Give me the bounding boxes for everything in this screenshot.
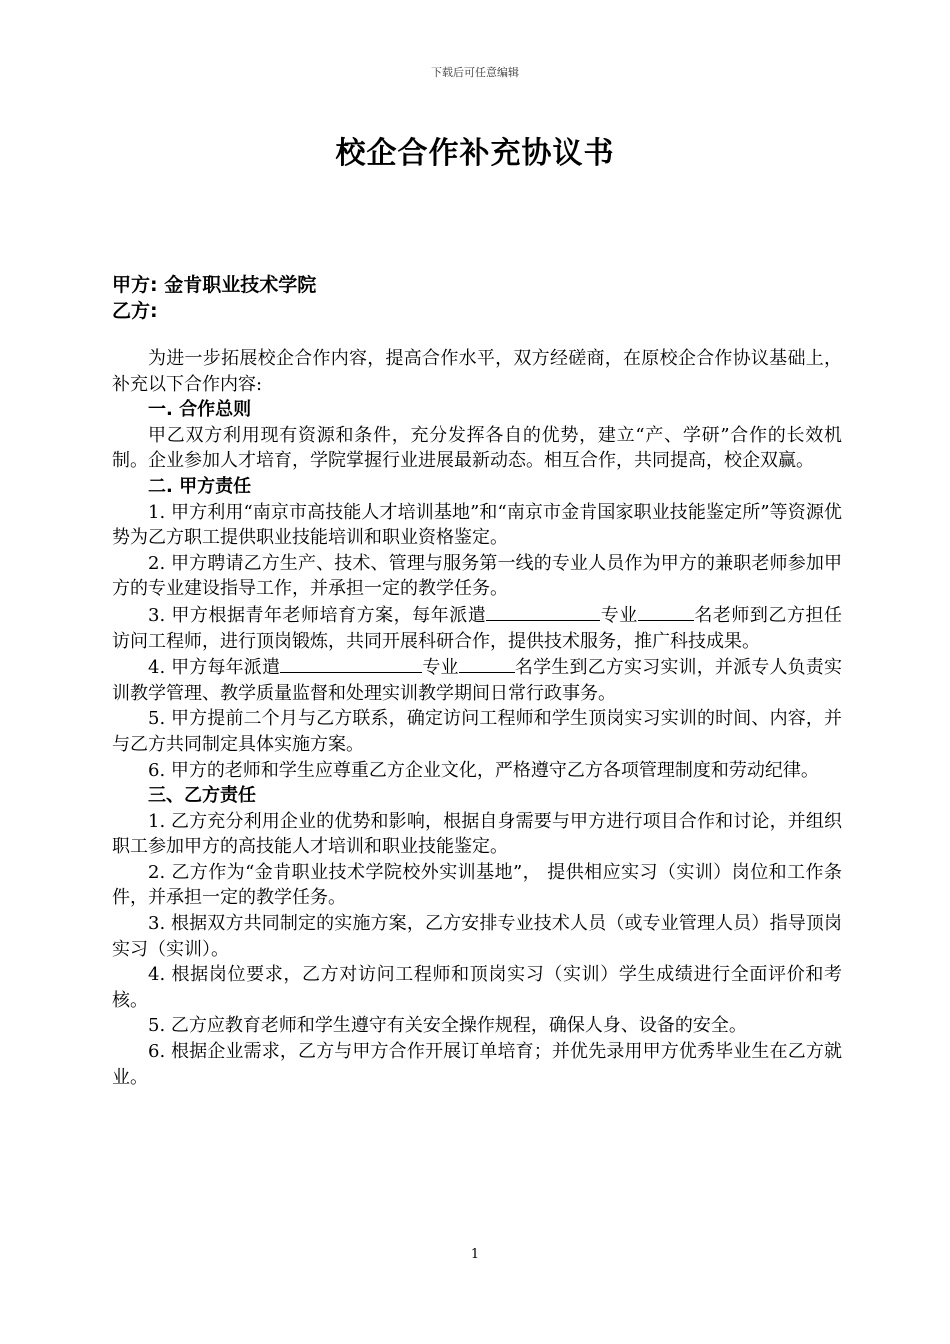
section2-item-3-part-a: 3. 甲方根据青年老师培育方案，每年派遣 xyxy=(148,604,487,626)
section3-item-2: 2. 乙方作为“金肯职业技术学院校外实训基地”， 提供相应实习（实训）岗位和工作条件，并承担一定的教学任务。 xyxy=(112,861,842,909)
section2-item-5: 5. 甲方提前二个月与乙方联系，确定访问工程师和学生顶岗实习实训的时间、内容，并与乙方共同制定具体实施方案。 xyxy=(112,708,842,755)
section2-item-3-part-c: 名老师到乙方担任访问工程师，进行顶岗锻炼，共同开展科研合作，提供技术服务，推广科技成果。 xyxy=(112,604,842,652)
page-number: 1 xyxy=(470,1247,480,1262)
section2-item-1: 1. 甲方利用“南京市高技能人才培训基地”和“南京市金肯国家职业技能鉴定所”等资源优势为乙方职工提供职业技能培训和职业资格鉴定。 xyxy=(112,501,842,549)
document-title: 校企合作补充协议书 xyxy=(335,136,615,171)
party-b: 乙方: xyxy=(112,300,158,322)
fill-blank-major[interactable] xyxy=(280,654,422,673)
section2-heading: 二. 甲方责任 xyxy=(148,475,252,497)
header-note: 下载后可任意编辑 xyxy=(431,66,519,79)
section2-item-4-part-b: 专业 xyxy=(422,657,459,679)
document-body xyxy=(112,346,842,1090)
fill-blank-major[interactable] xyxy=(486,602,600,621)
section3-item-6: 6. 根据企业需求，乙方与甲方合作开展订单培育；并优先录用甲方优秀毕业生在乙方就业。 xyxy=(112,1041,842,1088)
fill-blank-count[interactable] xyxy=(638,602,694,621)
section3-item-5: 5. 乙方应教育老师和学生遵守有关安全操作规程，确保人身、设备的安全。 xyxy=(148,1015,747,1037)
section1-heading: 一. 合作总则 xyxy=(148,399,252,421)
section2-item-4 xyxy=(112,654,842,706)
section2-item-3 xyxy=(112,602,842,654)
fill-blank-count[interactable] xyxy=(459,654,515,673)
parties-block xyxy=(112,272,842,324)
section2-item-2: 2. 甲方聘请乙方生产、技术、管理与服务第一线的专业人员作为甲方的兼职老师参加甲方的专业建设指导工作，并承担一定的教学任务。 xyxy=(112,552,842,600)
section2-item-6: 6. 甲方的老师和学生应尊重乙方企业文化，严格遵守乙方各项管理制度和劳动纪律。 xyxy=(148,759,819,781)
section2-item-3-part-b: 专业 xyxy=(600,604,638,626)
section3-item-4: 4. 根据岗位要求，乙方对访问工程师和顶岗实习（实训）学生成绩进行全面评价和考核。 xyxy=(112,964,842,1011)
section1-text: 甲乙双方利用现有资源和条件，充分发挥各自的优势，建立“产、学研”合作的长效机制。企业参加人才培育，学院掌握行业进展最新动态。相互合作，共同提高，校企双赢。 xyxy=(112,424,842,472)
intro-paragraph: 为进一步拓展校企合作内容，提高合作水平，双方经磋商，在原校企合作协议基础上，补充以下合作内容: xyxy=(112,348,842,395)
section3-item-1: 1. 乙方充分利用企业的优势和影响，根据自身需要与甲方进行项目合作和讨论，并组织职工参加甲方的高技能人才培训和职业技能鉴定。 xyxy=(112,810,842,858)
section2-item-4-part-a: 4. 甲方每年派遣 xyxy=(148,657,281,679)
section3-item-3: 3. 根据双方共同制定的实施方案，乙方安排专业技术人员（或专业管理人员）指导顶岗实习（实训）。 xyxy=(112,913,842,960)
party-a: 甲方: 金肯职业技术学院 xyxy=(112,274,317,296)
section2-item-4-part-c: 名学生到乙方实习实训，并派专人负责实训教学管理、教学质量监督和处理实训教学期间日常行政事务。 xyxy=(112,657,842,704)
section3-heading: 三、乙方责任 xyxy=(148,785,256,807)
